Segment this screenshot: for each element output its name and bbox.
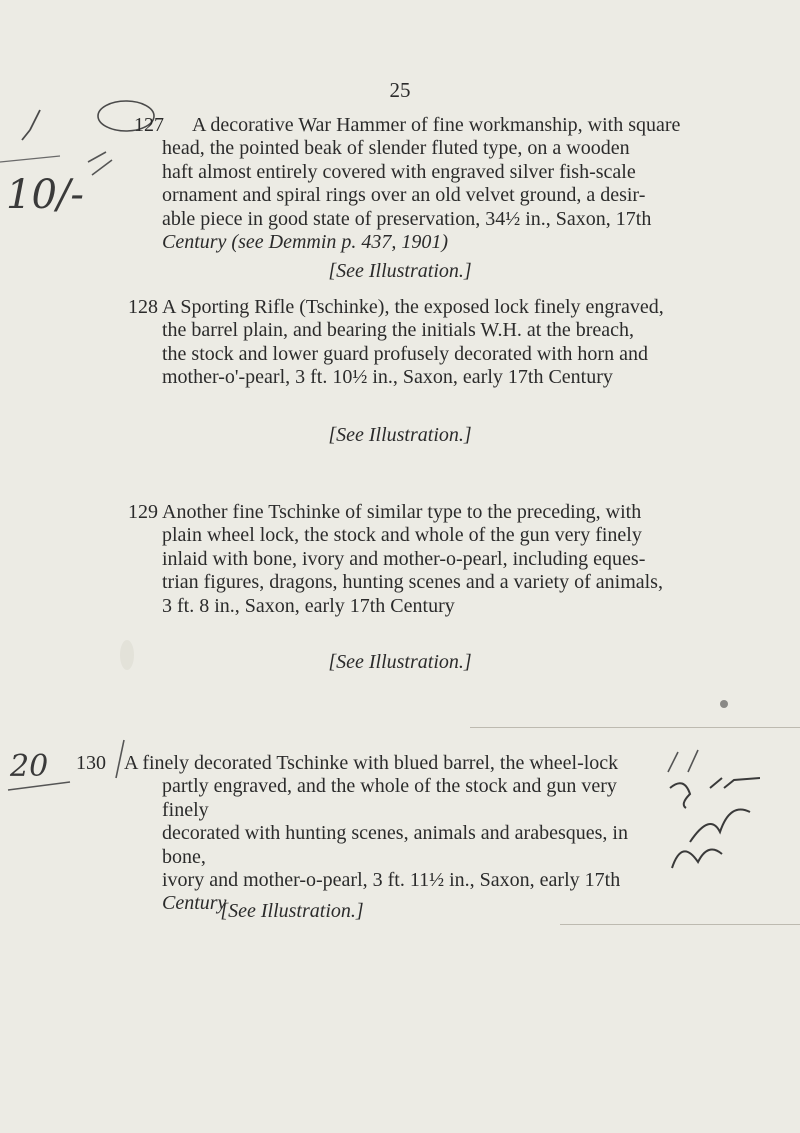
lot-line: ivory and mother-o-pearl, 3 ft. 11½ in., Saxon, early 17th bbox=[162, 869, 621, 892]
lot-description bbox=[162, 501, 762, 618]
lot-number: 128 bbox=[128, 296, 158, 318]
lot-line: able piece in good state of preservation, 34½ in., Saxon, 17th bbox=[162, 207, 652, 230]
lot-line: the stock and lower guard profusely decorated with horn and bbox=[162, 342, 648, 365]
lot-line: Another fine Tschinke of similar type to the preceding, with bbox=[162, 501, 642, 523]
lot-description bbox=[192, 114, 768, 137]
illustration-reference: [See Illustration.] bbox=[220, 900, 364, 922]
lot-number: 129 bbox=[128, 501, 158, 523]
pencil-line bbox=[560, 924, 800, 925]
lot-line: partly engraved, and the whole of the stock and gun very finely bbox=[162, 775, 617, 821]
lot-line: Century (see Demmin p. 437, 1901) bbox=[162, 231, 449, 254]
handwritten-price-130: 20 bbox=[10, 749, 49, 784]
lot-line: ornament and spiral rings over an old velvet ground, a desir- bbox=[162, 184, 646, 207]
lot-line: 3 ft. 8 in., Saxon, early 17th Century bbox=[162, 594, 455, 617]
lot-line: A Sporting Rifle (Tschinke), the exposed lock finely engraved, bbox=[162, 296, 664, 318]
lot-line: decorated with hunting scenes, animals and arabesques, in bone, bbox=[162, 822, 628, 868]
lot-line: A decorative War Hammer of fine workmanship, with square bbox=[192, 114, 681, 136]
lot-description-cont bbox=[162, 137, 762, 254]
illustration-reference: [See Illustration.] bbox=[328, 424, 472, 446]
illustration-reference: [See Illustration.] bbox=[328, 651, 472, 673]
pencil-line bbox=[470, 727, 800, 728]
illustration-reference: [See Illustration.] bbox=[328, 260, 472, 282]
ink-dot bbox=[720, 700, 728, 708]
lot-line: head, the pointed beak of slender fluted type, on a wooden bbox=[162, 137, 630, 160]
handwritten-annotation-130-left bbox=[0, 738, 140, 798]
lot-description bbox=[162, 296, 762, 390]
lot-description-cont bbox=[162, 775, 662, 915]
lot-line: plain wheel lock, the stock and whole of the gun very finely bbox=[162, 524, 642, 547]
lot-line: inlaid with bone, ivory and mother-o-pearl, including eques- bbox=[162, 547, 646, 570]
handwritten-price-127: 10/- bbox=[6, 172, 84, 218]
page-number: 25 bbox=[389, 78, 411, 102]
lot-number: 130 bbox=[76, 752, 106, 774]
lot-line: A finely decorated Tschinke with blued barrel, the wheel-lock bbox=[124, 752, 619, 774]
lot-description bbox=[124, 752, 724, 775]
lot-number: 127 bbox=[134, 114, 164, 136]
lot-line: trian figures, dragons, hunting scenes and a variety of animals, bbox=[162, 571, 663, 594]
lot-line: mother-o'-pearl, 3 ft. 10½ in., Saxon, early 17th Century bbox=[162, 366, 613, 389]
lot-line: haft almost entirely covered with engraved silver fish-scale bbox=[162, 160, 636, 183]
lot-line: the barrel plain, and bearing the initials W.H. at the breach, bbox=[162, 319, 635, 342]
lot-line: Century bbox=[162, 892, 227, 915]
